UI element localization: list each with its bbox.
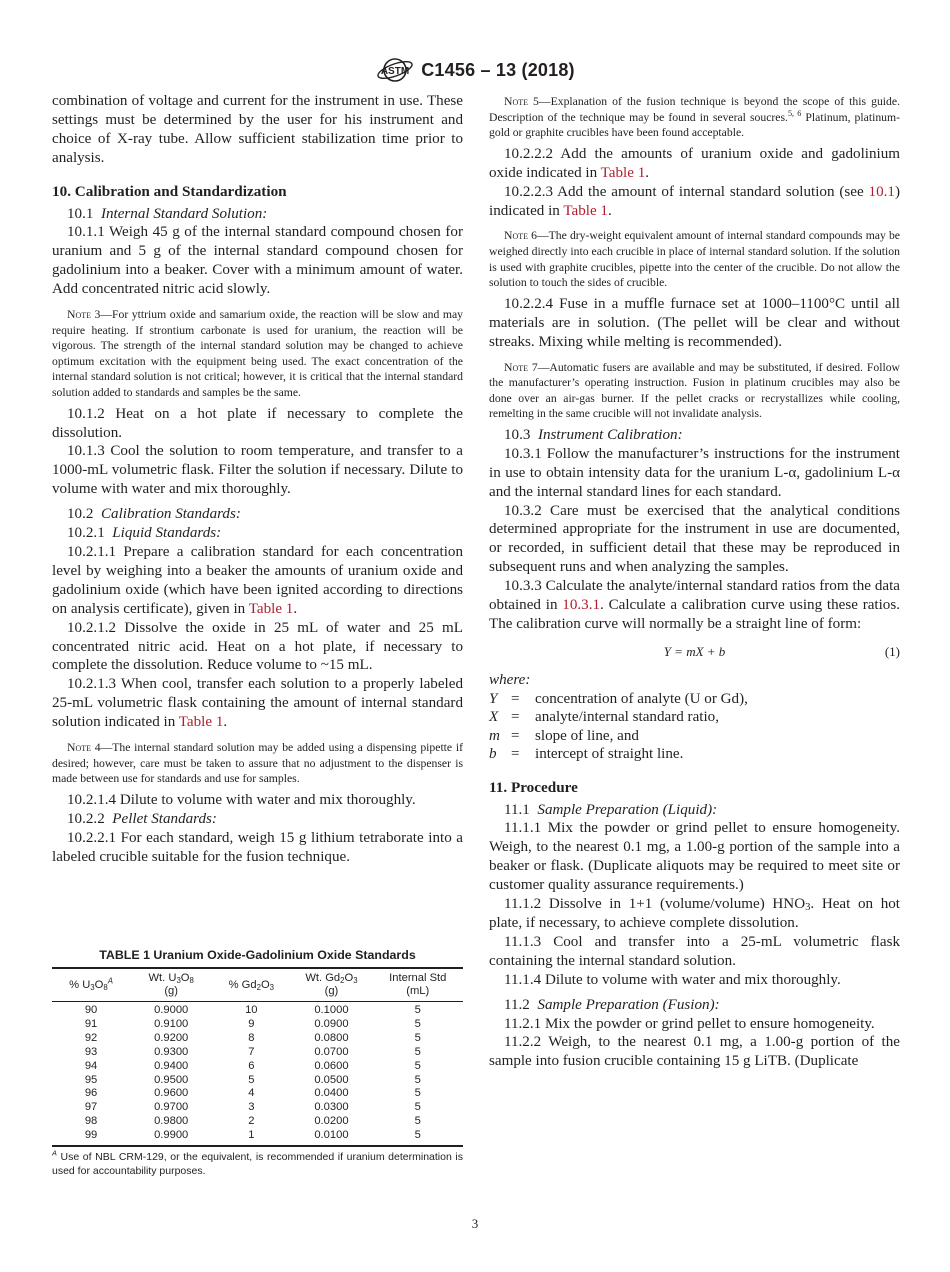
table-1-link[interactable]: Table 1 xyxy=(248,600,294,617)
para-10-2: 10.2 Calibration Standards: xyxy=(67,506,241,523)
definition-row: Y = concentration of analyte (U or Gd), xyxy=(489,690,748,707)
note-6: Note 6—The dry-weight equivalent amount of internal standard compounds may be weighed directly into each crucible in place of internal standard solution. If the solution is used with graphite crucibles, pipette into the center of the crucible. Do not allow the solution to touch the sides of crucible. xyxy=(489,229,900,290)
para-10-1-1: 10.1.1 Weigh 45 g of the internal standard compound chosen for uranium and 5 g of the internal standard compound chosen for gadolinium into a beaker. Cover with a minimum amount of water. Add concentrated nitric acid slowly. xyxy=(52,224,463,298)
section-10-heading: 10. Calibration and Standardization xyxy=(52,182,287,200)
table-row: 97 0.9700 3 0.0300 5 xyxy=(84,1101,421,1114)
para-10-2-2-4: 10.2.2.4 Fuse in a muffle furnace set at 1000–1100°C until all materials are in solution. (The pellet will be clear and without streaks. Mixing while melting is recommended). xyxy=(489,295,900,350)
standards-table xyxy=(52,967,463,1147)
para-11-1-3: 11.1.3 Cool and transfer into a 25-mL volumetric flask containing the internal standard solution. xyxy=(489,933,900,969)
page-number: 3 xyxy=(471,1216,479,1231)
para-11-2-2: 11.2.2 Weigh, to the nearest 0.1 mg, a 1.00-g portion of the sample into fusion crucible containing 15 g LiTB. (Duplicate xyxy=(489,1034,900,1070)
right-column xyxy=(489,92,900,1071)
para-10-2-2-2: 10.2.2.2 Add the amounts of uranium oxide and gadolinium oxide indicated in Table 1. xyxy=(489,145,900,181)
table-1-title: TABLE 1 Uranium Oxide-Gadolinium Oxide Standards xyxy=(99,948,416,962)
astm-logo-icon xyxy=(375,54,415,86)
col-header-wt-u3o8: Wt. $U_3O_8$ (g) xyxy=(130,968,212,1002)
table-row: 90 0.9000 10 0.1000 5 xyxy=(84,1004,421,1016)
section-10-1-link[interactable]: 10.1 xyxy=(868,183,895,200)
table-1-link[interactable]: Table 1 xyxy=(178,714,224,731)
table-row: 92 0.9200 8 0.0800 5 xyxy=(84,1031,421,1044)
table-row: 94 0.9400 6 0.0600 5 xyxy=(84,1059,421,1072)
table-header-row xyxy=(52,968,463,1002)
note-5: Note 5—Explanation of the fusion technique is beyond the scope of this guide. Description of the technique may be found in several soucres.$^{5, 6}$ Platinum, platinum-gold or graphite crucibles have been found acceptable. xyxy=(489,95,901,140)
page-header xyxy=(0,54,950,88)
para-11-1: 11.1 Sample Preparation (Liquid): xyxy=(504,801,718,818)
para-10-1: 10.1 Internal Standard Solution: xyxy=(67,205,268,222)
equation-text: Y = mX + b xyxy=(663,643,726,659)
intro-paragraph: combination of voltage and current for the instrument in use. These settings must be determined by the user for his instrument and choice of X-ray tube. Allow sufficient stabilization time prior to analysis. xyxy=(52,93,463,166)
para-11-1-2: 11.1.2 Dissolve in 1+1 (volume/volume) $HNO_3$. Heat on hot plate, if necessary, to achieve complete dissolution. xyxy=(489,896,900,931)
para-10-2-1-1: 10.2.1.1 Prepare a calibration standard for each concentration level by weighing into a beaker the amounts of uranium oxide and gadolinium oxide (which have been ignited according to directions on analysis certificate), given in Table 1. xyxy=(52,543,463,617)
table-row: 98 0.9800 2 0.0200 5 xyxy=(84,1115,421,1128)
table-1-link[interactable]: Table 1 xyxy=(563,202,608,219)
para-10-2-2: 10.2.2 Pellet Standards: xyxy=(67,810,217,827)
where-label: where: xyxy=(489,671,531,688)
table-row: 96 0.9600 4 0.0400 5 xyxy=(84,1087,421,1100)
para-10-2-1-2: 10.2.1.2 Dissolve the oxide in 25 mL of water and 25 mL concentrated nitric acid. Heat on a hot plate, if necessary to complete the dissolution. Reduce volume to ~15 mL. xyxy=(52,619,463,674)
para-10-2-2-3: 10.2.2.3 Add the amount of internal standard solution (see 10.1) indicated in Table 1. xyxy=(489,183,900,219)
para-10-3: 10.3 Instrument Calibration: xyxy=(504,426,683,443)
note-7: Note 7—Automatic fusers are available and may be substituted, if desired. Follow the manufacturer’s operating instruction. Fusion in platinum crucibles may also be done over an air-gas burner. If the pellet cracks or recrystallizes while cooling, remelting in the same crucible will not invalidate analysis. xyxy=(489,360,900,421)
table-row: 91 0.9100 9 0.0900 5 xyxy=(84,1017,421,1030)
note-4: Note 4—The internal standard solution may be added using a dispensing pipette if desired; however, care must be taken to assure that no adjustment to the dispenser is made between use for standards and use for samples. xyxy=(52,741,463,786)
para-11-1-4: 11.1.4 Dilute to volume with water and mix thoroughly. xyxy=(504,971,841,988)
para-10-1-3: 10.1.3 Cool the solution to room temperature, and transfer to a 1000-mL volumetric flask. Filter the solution if necessary. Dilute to volume with water and mix thoroughly. xyxy=(52,443,463,498)
document-id: C1456 – 13 (2018) xyxy=(421,59,575,80)
table-1-link[interactable]: Table 1 xyxy=(600,164,646,181)
definition-row: m = slope of line, and xyxy=(489,727,639,744)
para-10-3-3: 10.3.3 Calculate the analyte/internal standard ratios from the data obtained in 10.3.1. Calculate a calibration curve using these ratios. The calibration curve will normally be a straight line of form: xyxy=(489,578,901,632)
col-header-pct-gd2o3: % $Gd_2O_3$ xyxy=(212,968,290,1002)
table-1 xyxy=(52,948,463,1178)
equation-1 xyxy=(489,643,900,662)
section-10-3-1-link[interactable]: 10.3.1 xyxy=(562,597,601,614)
table-footnote: $^A$ Use of NBL CRM-129, or the equivalent, is recommended if uranium determination is used for accountability purposes. xyxy=(52,1148,463,1177)
col-header-internal-std: Internal Std (mL) xyxy=(373,968,463,1002)
para-10-2-1-4: 10.2.1.4 Dilute to volume with water and mix thoroughly. xyxy=(67,791,416,808)
section-11-heading: 11. Procedure xyxy=(489,778,578,796)
left-column xyxy=(52,92,463,866)
col-header-wt-gd2o3: Wt. $Gd_2O_3$ (g) xyxy=(290,968,372,1002)
equation-number: (1) xyxy=(884,643,900,659)
definition-row: X = analyte/internal standard ratio, xyxy=(489,709,719,726)
table-row: 99 0.9900 1 0.0100 5 xyxy=(52,1129,463,1146)
para-10-1-2: 10.1.2 Heat on a hot plate if necessary to complete the dissolution. xyxy=(52,405,463,441)
table-row: 95 0.9500 5 0.0500 5 xyxy=(84,1073,421,1086)
table-row: 93 0.9300 7 0.0700 5 xyxy=(84,1045,421,1058)
para-11-2-1: 11.2.1 Mix the powder or grind pellet to ensure homogeneity. xyxy=(504,1015,875,1032)
note-3: Note 3—For yttrium oxide and samarium oxide, the reaction will be slow and may require heating. If strontium carbonate is used for uranium, the reaction will be vigorous. The strength of the internal standard solution may be changed to achieve optimum excitation with the equipment being used. The exact concentration of the internal standard solution is not critical; however, it is critical that the internal standard solution added to standards and samples be the same. xyxy=(52,308,463,400)
para-11-2: 11.2 Sample Preparation (Fusion): xyxy=(504,996,720,1013)
col-header-pct-u3o8: % $U_3O_8^A$ xyxy=(52,968,130,1002)
para-10-2-1: 10.2.1 Liquid Standards: xyxy=(67,525,222,542)
definition-row: b = intercept of straight line. xyxy=(489,746,684,763)
svg-text:ASTM: ASTM xyxy=(381,66,410,77)
para-11-1-1: 11.1.1 Mix the powder or grind pellet to ensure homogeneity. Weigh, to the nearest 0.1 mg, a 1.00-g portion of the sample into a beaker or flask. (Duplicate aliquots may be required to meet site or customer quality assurance requirements.) xyxy=(489,820,900,894)
para-10-2-2-1: 10.2.2.1 For each standard, weigh 15 g lithium tetraborate into a labeled crucible suitable for the fusion technique. xyxy=(52,829,463,865)
para-10-2-1-3: 10.2.1.3 When cool, transfer each solution to a properly labeled 25-mL volumetric flask containing the amount of internal standard solution indicated in Table 1. xyxy=(52,676,463,731)
para-10-3-1: 10.3.1 Follow the manufacturer’s instructions for the instrument in use to obtain intensity data for the uranium L-α, gadolinium L-α and the internal standard lines for each standard. xyxy=(489,445,900,500)
para-10-3-2: 10.3.2 Care must be exercised that the analytical conditions determined appropriate for the instrument in use are documented, or recorded, in sufficient detail that these may be reproduced in subsequent runs and when analyzing the samples. xyxy=(489,502,900,576)
